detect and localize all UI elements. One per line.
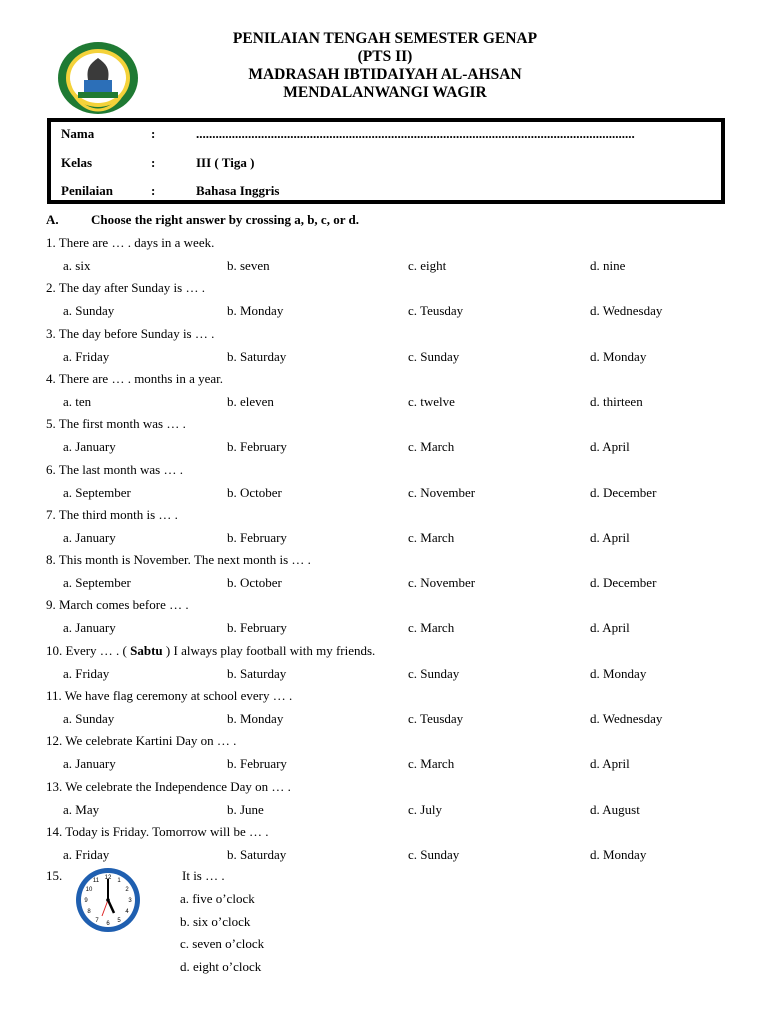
- answer-option[interactable]: d. April: [590, 529, 630, 545]
- question-text: 7. The third month is … .: [46, 506, 178, 522]
- id-value[interactable]: .......................................................................................................................................: [196, 126, 635, 141]
- answer-option[interactable]: b. Saturday: [227, 348, 287, 364]
- answer-option[interactable]: b. Saturday: [227, 665, 287, 681]
- answer-option[interactable]: d. December: [590, 484, 657, 500]
- answer-option[interactable]: c. Sunday: [408, 846, 460, 862]
- svg-text:8: 8: [87, 909, 91, 915]
- answer-option[interactable]: a. September: [63, 484, 131, 500]
- answer-option[interactable]: b. February: [227, 756, 287, 772]
- question-text: 2. The day after Sunday is … .: [46, 280, 205, 296]
- section-instruction: Choose the right answer by crossing a, b, c, or d.: [91, 212, 359, 227]
- question-text: 1. There are … . days in a week.: [46, 235, 215, 250]
- answer-option[interactable]: c. twelve: [408, 393, 455, 409]
- question-text: 9. March comes before … .: [46, 597, 189, 613]
- question-text: 11. We have flag ceremony at school every … .: [46, 688, 293, 703]
- id-label: Penilaian: [61, 183, 114, 198]
- answer-option[interactable]: d. April: [590, 756, 630, 772]
- q15-option[interactable]: c. seven o’clock: [180, 936, 265, 951]
- answer-option[interactable]: a. Friday: [63, 665, 110, 681]
- answer-option[interactable]: a. Sunday: [63, 711, 115, 726]
- svg-text:10: 10: [85, 887, 93, 893]
- answer-option[interactable]: d. Monday: [590, 846, 647, 862]
- svg-text:2: 2: [125, 887, 129, 893]
- answer-option[interactable]: a. September: [63, 575, 131, 591]
- header-line-2: (PTS II): [357, 48, 413, 65]
- answer-option[interactable]: c. eight: [408, 258, 447, 273]
- answer-option[interactable]: d. April: [590, 439, 630, 455]
- svg-text:4: 4: [125, 909, 129, 915]
- question-text: 4. There are … . months in a year.: [46, 370, 224, 386]
- answer-option[interactable]: b. Monday: [227, 711, 284, 726]
- svg-text:7: 7: [95, 918, 99, 924]
- section-letter: A.: [46, 212, 59, 227]
- question-text: 12. We celebrate Kartini Day on … .: [46, 733, 237, 749]
- answer-option[interactable]: b. February: [227, 439, 287, 455]
- answer-option[interactable]: b. Saturday: [227, 846, 287, 862]
- answer-option[interactable]: d. thirteen: [590, 393, 643, 409]
- question-text-part: ) I always play football with my friends.: [162, 642, 376, 658]
- answer-option[interactable]: c. March: [408, 756, 455, 772]
- answer-option[interactable]: d. Monday: [590, 348, 647, 364]
- answer-option[interactable]: c. Teusday: [408, 303, 464, 319]
- answer-option[interactable]: d. Monday: [590, 665, 647, 681]
- answer-option[interactable]: d. Wednesday: [590, 711, 663, 726]
- q15-option[interactable]: d. eight o’clock: [180, 959, 262, 974]
- question-text: 14. Today is Friday. Tomorrow will be … .: [46, 823, 269, 839]
- question-15-text: It is … .: [182, 868, 225, 883]
- school-logo: [56, 40, 140, 116]
- answer-option[interactable]: c. Sunday: [408, 348, 460, 364]
- id-colon: :: [151, 126, 156, 141]
- answer-option[interactable]: b. June: [227, 801, 264, 817]
- answer-option[interactable]: b. eleven: [227, 393, 274, 409]
- answer-option[interactable]: b. October: [227, 575, 282, 591]
- svg-text:12: 12: [104, 875, 112, 881]
- svg-text:11: 11: [92, 878, 100, 884]
- answer-option[interactable]: d. nine: [590, 258, 626, 273]
- answer-option[interactable]: a. January: [63, 439, 116, 455]
- question-text: 13. We celebrate the Independence Day on … .: [46, 778, 291, 794]
- question-text-part: 10. Every … . (: [46, 642, 131, 658]
- question-text: 6. The last month was … .: [46, 461, 183, 477]
- header-line-3: MADRASAH IBTIDAIYAH AL-AHSAN: [248, 66, 522, 83]
- id-label: Kelas: [61, 155, 93, 170]
- question-text: 8. This month is November. The next month is … .: [46, 552, 311, 568]
- answer-option[interactable]: c. March: [408, 439, 455, 455]
- answer-option[interactable]: a. Friday: [63, 846, 110, 862]
- answer-option[interactable]: a. Sunday: [63, 303, 115, 319]
- question-text-bold: Sabtu: [130, 642, 163, 658]
- answer-option[interactable]: a. May: [63, 801, 100, 817]
- id-label: Nama: [61, 126, 95, 141]
- answer-option[interactable]: a. Friday: [63, 348, 110, 364]
- q15-option[interactable]: b. six o’clock: [180, 914, 251, 929]
- answer-option[interactable]: d. December: [590, 575, 657, 591]
- svg-text:1: 1: [117, 878, 121, 884]
- student-info-box: [47, 118, 725, 204]
- svg-text:6: 6: [106, 921, 110, 927]
- svg-text:9: 9: [84, 898, 88, 904]
- answer-option[interactable]: c. Sunday: [408, 665, 460, 681]
- answer-option[interactable]: c. March: [408, 529, 455, 545]
- answer-option[interactable]: c. March: [408, 620, 455, 636]
- answer-option[interactable]: c. November: [408, 484, 476, 500]
- header-title: [170, 30, 600, 102]
- answer-option[interactable]: b. October: [227, 484, 282, 500]
- id-value: III ( Tiga ): [196, 155, 255, 170]
- id-value: Bahasa Inggris: [196, 183, 280, 198]
- answer-option[interactable]: a. January: [63, 529, 116, 545]
- answer-option[interactable]: d. Wednesday: [590, 303, 663, 319]
- answer-option[interactable]: a. six: [63, 258, 91, 273]
- answer-option[interactable]: c. November: [408, 575, 476, 591]
- answer-option[interactable]: b. February: [227, 620, 287, 636]
- header-line-4: MENDALANWANGI WAGIR: [283, 84, 487, 101]
- answer-option[interactable]: a. January: [63, 756, 116, 772]
- answer-option[interactable]: a. January: [63, 620, 116, 636]
- clock-icon: [70, 866, 146, 934]
- id-colon: :: [151, 183, 156, 198]
- question-text: [46, 643, 375, 659]
- answer-option[interactable]: a. ten: [63, 393, 92, 409]
- answer-option[interactable]: c. Teusday: [408, 711, 464, 726]
- answer-option[interactable]: d. August: [590, 801, 640, 817]
- question-15-number: 15.: [46, 868, 63, 883]
- answer-option[interactable]: b. seven: [227, 258, 270, 273]
- answer-option[interactable]: d. April: [590, 620, 630, 636]
- q15-option[interactable]: a. five o’clock: [180, 891, 255, 906]
- answer-option[interactable]: c. July: [408, 801, 442, 817]
- header-line-1: PENILAIAN TENGAH SEMESTER GENAP: [232, 30, 538, 47]
- svg-text:3: 3: [128, 898, 132, 904]
- id-colon: :: [151, 155, 156, 170]
- answer-option[interactable]: b. February: [227, 529, 287, 545]
- answer-option[interactable]: b. Monday: [227, 303, 284, 319]
- svg-text:5: 5: [117, 918, 121, 924]
- question-text: 5. The first month was … .: [46, 416, 186, 432]
- question-text: 3. The day before Sunday is … .: [46, 325, 215, 341]
